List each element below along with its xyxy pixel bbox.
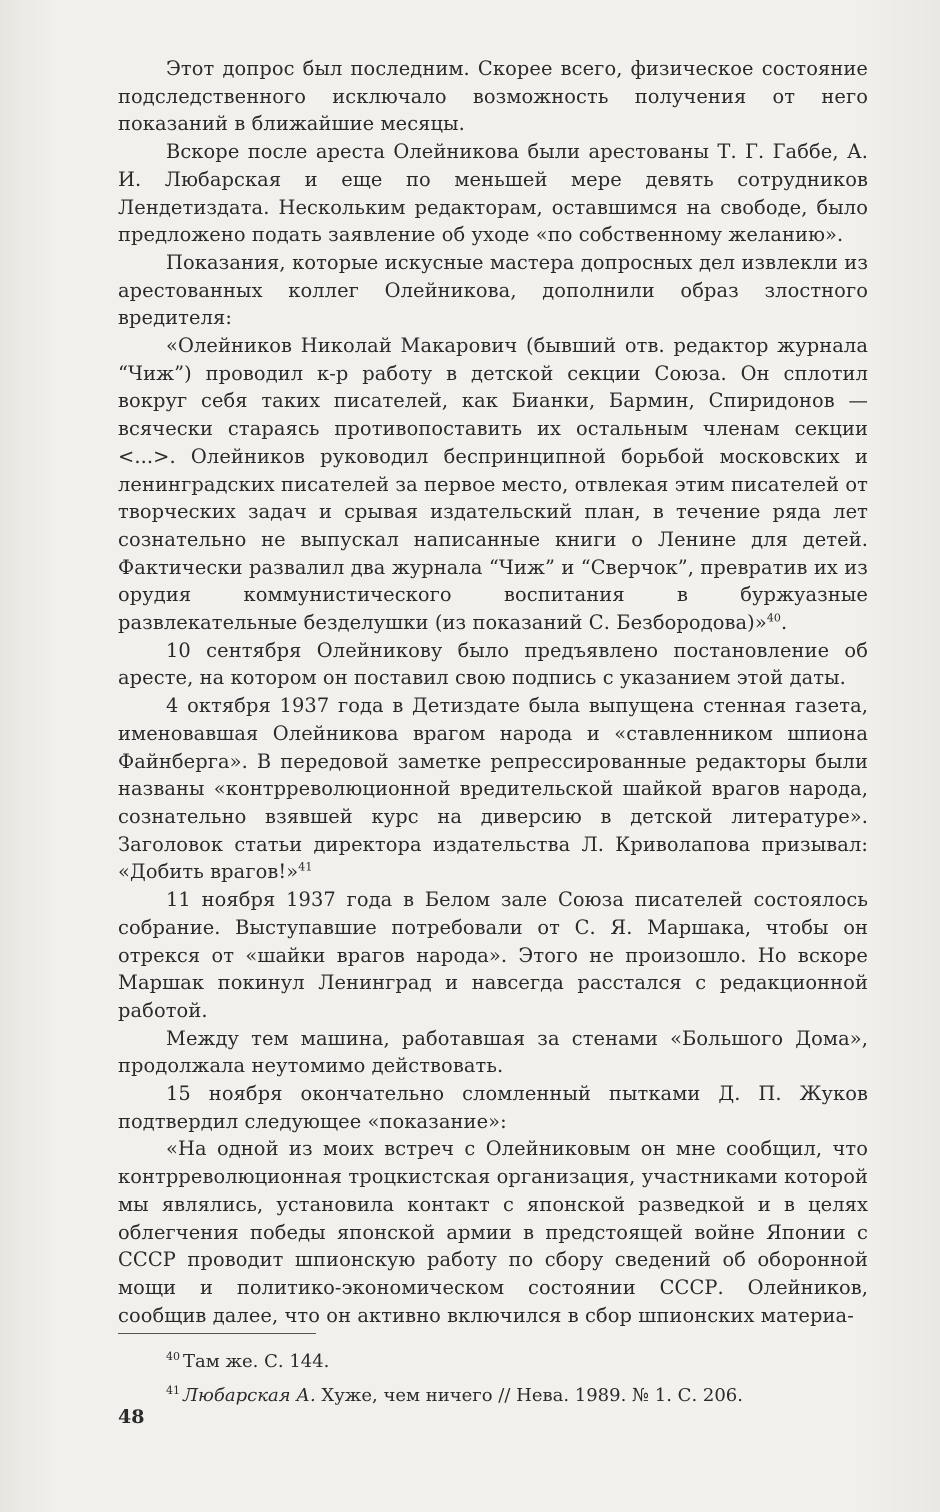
paragraph: Между тем машина, работавшая за стенами «Большого Дома», продолжала неутомимо действовать. [118, 1026, 868, 1078]
footnote-ref: 41 [298, 860, 313, 874]
footnote-divider [118, 1333, 316, 1334]
quote-paragraph: «На одной из моих встреч с Олейниковым он мне сообщил, что контрреволюционная троцкистская организация, участниками которой мы являлись, установила контакт с японской разведкой и в целях облегчения победы японской армии в предстоящей войне Японии с СССР проводит шпионскую работу по сбору сведений об оборонной мощи и политико-экономическом состоянии СССР. Олейников, сообщив далее, что он активно включился в сбор шпионских материа- [118, 1137, 868, 1327]
paragraph: 11 ноября 1937 года в Белом зале Союза писателей состоялось собрание. Выступавшие потребовали от С. Я. Маршака, чтобы он отрекся от «шайки врагов народа». Этого не произошло. Но вскоре Маршак покинул Ленинград и навсегда расстался с редакционной работой. [118, 888, 868, 1022]
paragraph: Этот допрос был последним. Скорее всего, физическое состояние подследственного исключало возможность получения от него показаний в ближайшие месяцы. [118, 57, 868, 136]
footnote-ref: 40 [766, 611, 782, 625]
paragraph: 15 ноября окончательно сломленный пытками Д. П. Жуков подтвердил следующее «показание»: [118, 1082, 868, 1133]
footnote: $^{40}$ Там же. С. 144. [166, 1350, 330, 1372]
footnote: $^{41}$ Любарская А. Хуже, чем ничего // Нева. 1989. № 1. С. 206. [166, 1384, 743, 1406]
footnote-author: Любарская А. [183, 1385, 316, 1406]
paragraph: 10 сентября Олейникову было предъявлено постановление об аресте, на котором он поставил свою подпись с указанием этой даты. [118, 638, 868, 690]
main-text [118, 55, 868, 1329]
paragraph: Вскоре после ареста Олейникова были арестованы Т. Г. Габбе, А. И. Любарская и еще по меньшей мере девять сотрудников Лендетиздата. Нескольким редакторам, оставшимся на свободе, было предложено подать заявление об уходе «по собственному желанию». [118, 140, 868, 247]
footnotes [118, 1333, 868, 1412]
quote-paragraph: «Олейников Николай Макарович (бывший отв. редактор журнала “Чиж”) проводил к-р работу в детской секции Союза. Он сплотил вокруг себя таких писателей, как Бианки, Бармин, Спиридонов — всячески стараясь противопоставить их остальным членам секции <...>. Олейников руководил беспринципной борьбой московских и ленинградских писателей за первое место, отвлекая этим писателей от творческих задач и срывая издательский план, в течение ряда лет сознательно не выпускал написанные книги о Ленине для детей. Фактически развалил два журнала “Чиж” и “Сверчок”, превратив их из орудия коммунистического воспитания в буржуазные развлекательные безделушки (из показаний С. Безбородова)»$^{40}$. [118, 334, 868, 635]
paragraph: 4 октября 1937 года в Детиздате была выпущена стенная газета, именовавшая Олейникова врагом народа и «ставленником шпиона Файнберга». В передовой заметке репрессированные редакторы были названы «контрреволюционной вредительской шайкой врагов народа, сознательно взявшей курс на диверсию в детской литературе». Заголовок статьи директора издательства Л. Криволапова призывал: «Добить врагов!»$^{41}$ [118, 694, 868, 884]
paragraph: Показания, которые искусные мастера допросных дел извлекли из арестованных коллег Олейникова, дополнили образ злостного вредителя: [118, 250, 868, 330]
page-number: 48 [118, 1406, 145, 1428]
